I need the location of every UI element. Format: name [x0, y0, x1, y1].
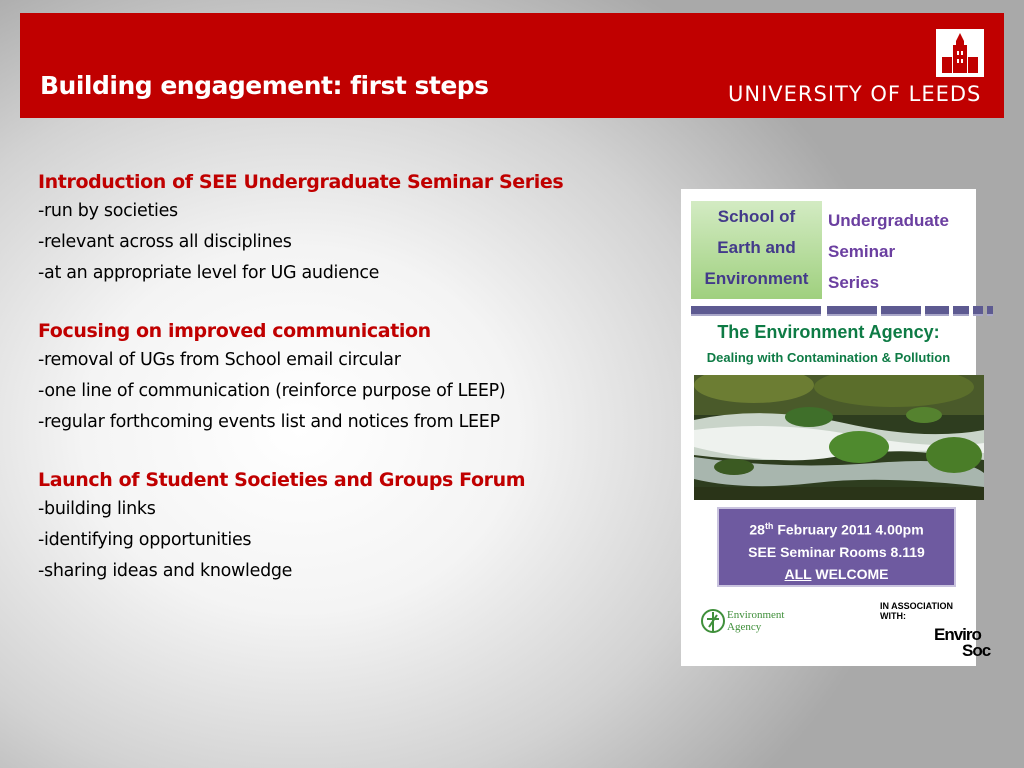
- bullet-item: -sharing ideas and knowledge: [38, 561, 293, 581]
- school-line: Earth and: [717, 238, 796, 257]
- section-communication: [38, 317, 658, 438]
- bullet-item: -one line of communication (reinforce purpose of LEEP): [38, 381, 506, 401]
- envirosoc-logo-text-2: Soc: [962, 641, 991, 660]
- series-line: Undergraduate: [828, 211, 949, 230]
- section-heading: Focusing on improved communication: [38, 320, 431, 342]
- bullet-item: -identifying opportunities: [38, 530, 252, 550]
- school-line: Environment: [704, 269, 809, 288]
- slide-content: [38, 168, 658, 615]
- association-label: IN ASSOCIATION WITH:: [880, 601, 954, 621]
- river-stream-photo: [694, 375, 984, 500]
- school-label-box: [691, 201, 822, 299]
- event-location: SEE Seminar Rooms 8.119: [748, 543, 925, 560]
- university-logo-text: UNIVERSITY OF LEEDS: [728, 82, 982, 106]
- section-heading: Launch of Student Societies and Groups Forum: [38, 469, 526, 491]
- section-seminar-series: [38, 168, 658, 289]
- series-line: Seminar: [828, 242, 896, 261]
- series-line: Series: [828, 273, 880, 292]
- bullet-item: -relevant across all disciplines: [38, 232, 292, 252]
- parkinson-tower-icon: [936, 29, 984, 77]
- section-forum: [38, 466, 658, 587]
- environment-agency-icon: [701, 607, 725, 637]
- bullet-item: -regular forthcoming events list and notices from LEEP: [38, 412, 500, 432]
- envirosoc-logo-text: Enviro: [934, 625, 981, 644]
- event-details-box: [717, 507, 956, 587]
- section-heading: Introduction of SEE Undergraduate Seminar Series: [38, 171, 564, 193]
- poster-subtitle: Dealing with Contamination & Pollution: [706, 350, 951, 365]
- header-bar: [20, 13, 1004, 118]
- bullet-item: -at an appropriate level for UG audience: [38, 263, 380, 283]
- seminar-poster: [681, 189, 991, 666]
- decorative-bars: [691, 306, 988, 316]
- slide-title: Building engagement: first steps: [40, 71, 489, 100]
- event-welcome: ALL WELCOME: [784, 565, 889, 582]
- bullet-item: -removal of UGs from School email circular: [38, 350, 401, 370]
- series-label: [828, 205, 974, 298]
- environment-agency-logo-text: Environment Agency: [727, 609, 785, 633]
- school-line: School of: [717, 207, 796, 226]
- poster-title: The Environment Agency:: [717, 322, 940, 342]
- event-date: 28th February 2011 4.00pm: [749, 521, 924, 538]
- bullet-item: -building links: [38, 499, 156, 519]
- bullet-item: -run by societies: [38, 201, 178, 221]
